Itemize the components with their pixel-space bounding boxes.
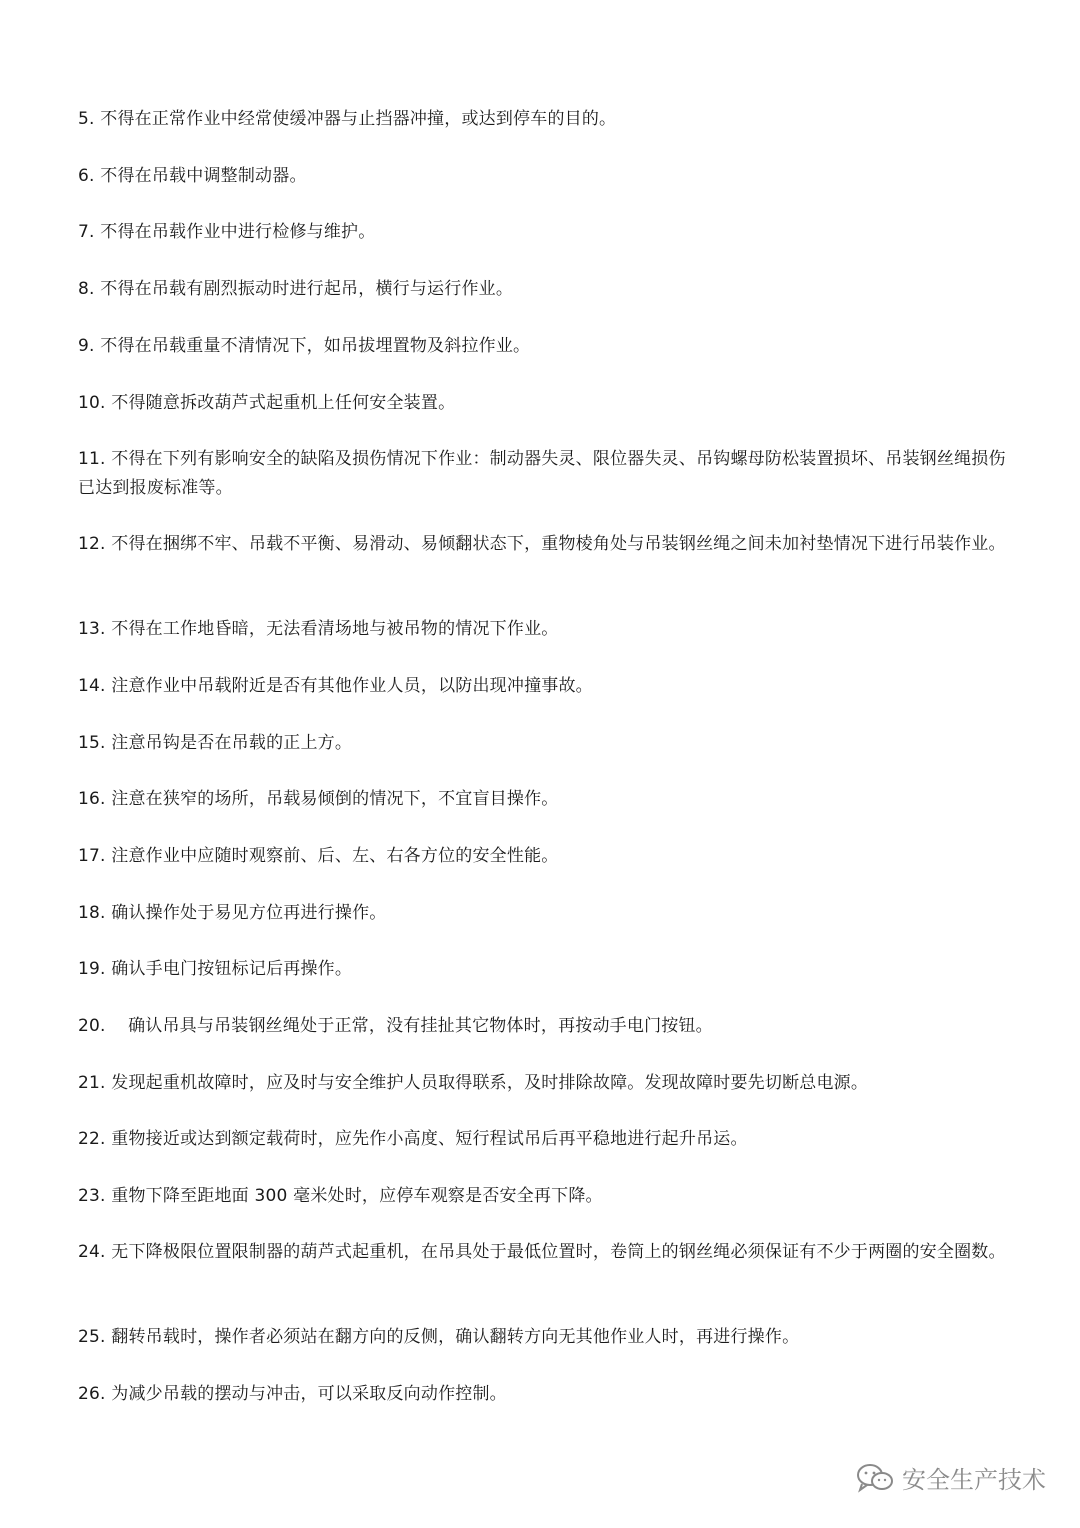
- list-item: [78, 729, 1013, 758]
- list-item: [78, 1323, 1013, 1352]
- item-number: 16: [78, 789, 101, 809]
- item-separator: .: [89, 166, 95, 186]
- list-item: [78, 955, 1013, 984]
- item-separator: .: [89, 222, 95, 242]
- list-item: [78, 842, 1013, 871]
- item-text: 注意作业中应随时观察前、后、左、右各方位的安全性能。: [111, 846, 559, 866]
- item-text: 确认手电门按钮标记后再操作。: [111, 959, 353, 979]
- item-text: 不得在吊载中调整制动器。: [100, 166, 307, 186]
- item-number: 19: [78, 959, 101, 979]
- list-item: [78, 615, 1013, 644]
- item-number: 21: [78, 1073, 101, 1093]
- item-text: 翻转吊载时，操作者必须站在翻方向的反侧，确认翻转方向无其他作业人时，再进行操作。: [111, 1327, 800, 1347]
- item-number: 10: [78, 393, 101, 413]
- list-item: [78, 275, 1013, 304]
- item-separator: .: [100, 1384, 106, 1404]
- item-number: 9: [78, 336, 90, 356]
- item-number: 15: [78, 733, 101, 753]
- item-text: 注意在狭窄的场所，吊载易倾倒的情况下，不宜盲目操作。: [111, 789, 559, 809]
- item-separator: .: [100, 789, 106, 809]
- item-number: 18: [78, 903, 101, 923]
- item-text: 为减少吊载的摆动与冲击，可以采取反向动作控制。: [111, 1384, 507, 1404]
- item-separator: .: [100, 449, 106, 469]
- item-separator: .: [100, 1129, 106, 1149]
- watermark: [856, 1460, 1046, 1495]
- item-separator: .: [100, 1242, 106, 1262]
- item-separator: .: [100, 393, 106, 413]
- item-text: 重物接近或达到额定载荷时，应先作小高度、短行程试吊后再平稳地进行起升吊运。: [111, 1129, 748, 1149]
- item-number: 6: [78, 166, 90, 186]
- item-separator: .: [100, 903, 106, 923]
- item-number: 7: [78, 222, 90, 242]
- item-text: 重物下降至距地面 300 毫米处时，应停车观察是否安全再下降。: [111, 1186, 603, 1206]
- item-number: 12: [78, 534, 101, 554]
- item-separator: .: [100, 534, 106, 554]
- item-text: 不得在吊载重量不清情况下，如吊拔埋置物及斜拉作业。: [100, 336, 531, 356]
- item-separator: .: [100, 1327, 106, 1347]
- item-text: 不得随意拆改葫芦式起重机上任何安全装置。: [111, 393, 456, 413]
- item-separator: .: [89, 336, 95, 356]
- item-text: 注意作业中吊载附近是否有其他作业人员，以防出现冲撞事故。: [111, 676, 593, 696]
- list-item: [78, 162, 1013, 191]
- item-number: 17: [78, 846, 101, 866]
- item-text: 发现起重机故障时，应及时与安全维护人员取得联系，及时排除故障。发现故障时要先切断总电源。: [111, 1073, 869, 1093]
- item-separator: .: [100, 1186, 106, 1206]
- item-separator: .: [89, 109, 95, 129]
- item-number: 24: [78, 1242, 101, 1262]
- item-text: 不得在吊载作业中进行检修与维护。: [100, 222, 376, 242]
- item-separator: .: [100, 733, 106, 753]
- item-separator: .: [100, 1073, 106, 1093]
- item-text: 无下降极限位置限制器的葫芦式起重机，在吊具处于最低位置时，卷筒上的钢丝绳必须保证有不少于两圈的安全圈数。: [111, 1242, 1006, 1262]
- item-number: 8: [78, 279, 90, 299]
- list-item: [78, 1125, 1013, 1154]
- item-text: 不得在正常作业中经常使缓冲器与止挡器冲撞，或达到停车的目的。: [100, 109, 617, 129]
- list-item: [78, 332, 1013, 361]
- list-item: [78, 899, 1013, 928]
- item-separator: .: [100, 676, 106, 696]
- item-text: 不得在捆绑不牢、吊载不平衡、易滑动、易倾翻状态下，重物棱角处与吊装钢丝绳之间未加衬垫情况下进行吊装作业。: [111, 534, 1006, 554]
- item-number: 23: [78, 1186, 101, 1206]
- list-item: [78, 1380, 1013, 1409]
- item-separator: .: [100, 959, 106, 979]
- item-number: 22: [78, 1129, 101, 1149]
- item-number: 26: [78, 1384, 101, 1404]
- item-number: 11: [78, 449, 101, 469]
- wechat-icon: [856, 1462, 894, 1494]
- item-number: 5: [78, 109, 90, 129]
- item-separator: .: [100, 846, 106, 866]
- item-number: 25: [78, 1327, 101, 1347]
- list-item: [78, 530, 1013, 559]
- list-item: [78, 785, 1013, 814]
- item-separator: .: [89, 279, 95, 299]
- list-item: [78, 389, 1013, 418]
- item-number: 14: [78, 676, 101, 696]
- item-separator: .: [100, 1016, 106, 1036]
- list-item: [78, 445, 1013, 503]
- item-text: 确认操作处于易见方位再进行操作。: [111, 903, 387, 923]
- list-item: [78, 1012, 1013, 1041]
- list-item: [78, 672, 1013, 701]
- item-text: 不得在工作地昏暗，无法看清场地与被吊物的情况下作业。: [111, 619, 559, 639]
- item-text: 注意吊钩是否在吊载的正上方。: [111, 733, 353, 753]
- list-item: [78, 105, 1013, 134]
- item-number: 20: [78, 1016, 101, 1036]
- item-text: 不得在吊载有剧烈振动时进行起吊，横行与运行作业。: [100, 279, 514, 299]
- item-separator: .: [100, 619, 106, 639]
- list-item: [78, 1238, 1013, 1267]
- list-item: [78, 218, 1013, 247]
- watermark-text: 安全生产技术: [902, 1466, 1046, 1494]
- item-text: 确认吊具与吊装钢丝绳处于正常，没有挂扯其它物体时，再按动手电门按钮。: [128, 1016, 713, 1036]
- list-item: [78, 1069, 1013, 1098]
- item-number: 13: [78, 619, 101, 639]
- list-item: [78, 1182, 1013, 1211]
- item-text: 不得在下列有影响安全的缺陷及损伤情况下作业：制动器失灵、限位器失灵、吊钩螺母防松装置损坏、吊装钢丝绳损伤已达到报废标准等。: [78, 449, 1006, 498]
